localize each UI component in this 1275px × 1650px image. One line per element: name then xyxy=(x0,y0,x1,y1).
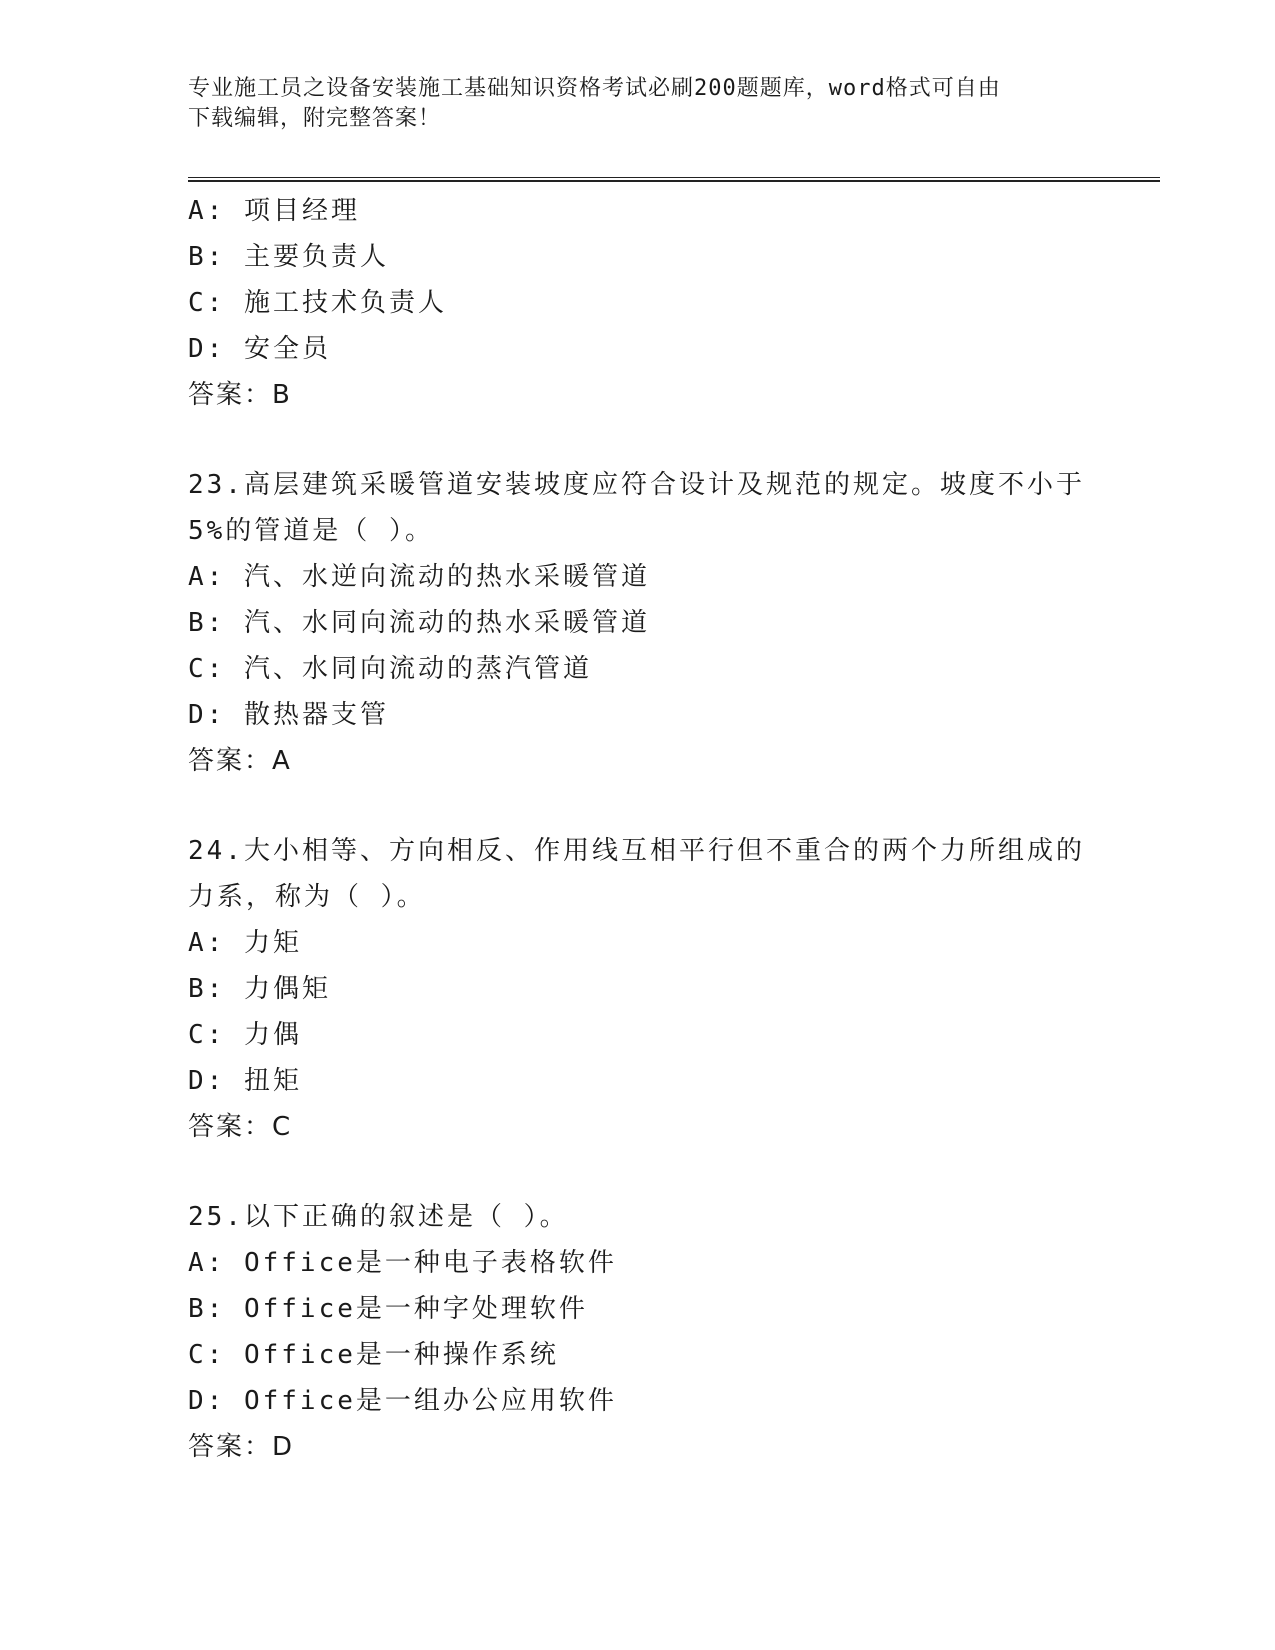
option-a: A: 汽、水逆向流动的热水采暖管道 xyxy=(188,562,650,592)
question-stem-line-2: 力系，称为（ ）。 xyxy=(188,882,426,912)
question-gap xyxy=(188,784,1088,828)
option-d: D: 扭矩 xyxy=(188,1066,302,1096)
header-line-1: 专业施工员之设备安装施工基础知识资格考试必刷200题题库，word格式可自由 xyxy=(188,76,1001,101)
question-stem-line-1: 23.高层建筑采暖管道安装坡度应符合设计及规范的规定。坡度不小于 xyxy=(188,470,1085,500)
question-24 xyxy=(188,828,1088,1150)
option-b: B: 力偶矩 xyxy=(188,974,331,1004)
option-b: B: 主要负责人 xyxy=(188,242,389,272)
answer: 答案：A xyxy=(188,746,292,776)
option-c: C: 力偶 xyxy=(188,1020,302,1050)
option-c: C: Office是一种操作系统 xyxy=(188,1340,559,1370)
option-d: D: 散热器支管 xyxy=(188,700,389,730)
question-stem-line-2: 5%的管道是（ ）。 xyxy=(188,516,434,546)
header-divider xyxy=(188,177,1160,182)
answer: 答案：C xyxy=(188,1112,293,1142)
question-22 xyxy=(188,188,1088,418)
option-a: A: 力矩 xyxy=(188,928,302,958)
question-list xyxy=(188,188,1088,1470)
option-a: A: 项目经理 xyxy=(188,196,360,226)
question-stem-line-1: 25.以下正确的叙述是（ ）。 xyxy=(188,1202,569,1232)
question-gap xyxy=(188,1150,1088,1194)
page-header xyxy=(188,74,1088,134)
option-b: B: Office是一种字处理软件 xyxy=(188,1294,588,1324)
option-d: D: Office是一组办公应用软件 xyxy=(188,1386,617,1416)
option-d: D: 安全员 xyxy=(188,334,331,364)
option-c: C: 施工技术负责人 xyxy=(188,288,447,318)
question-gap xyxy=(188,418,1088,462)
question-stem-line-1: 24.大小相等、方向相反、作用线互相平行但不重合的两个力所组成的 xyxy=(188,836,1085,866)
header-line-2: 下载编辑，附完整答案！ xyxy=(188,106,442,131)
question-23 xyxy=(188,462,1088,784)
option-b: B: 汽、水同向流动的热水采暖管道 xyxy=(188,608,650,638)
question-25 xyxy=(188,1194,1088,1470)
answer: 答案：D xyxy=(188,1432,295,1462)
option-c: C: 汽、水同向流动的蒸汽管道 xyxy=(188,654,592,684)
answer: 答案：B xyxy=(188,380,292,410)
option-a: A: Office是一种电子表格软件 xyxy=(188,1248,617,1278)
